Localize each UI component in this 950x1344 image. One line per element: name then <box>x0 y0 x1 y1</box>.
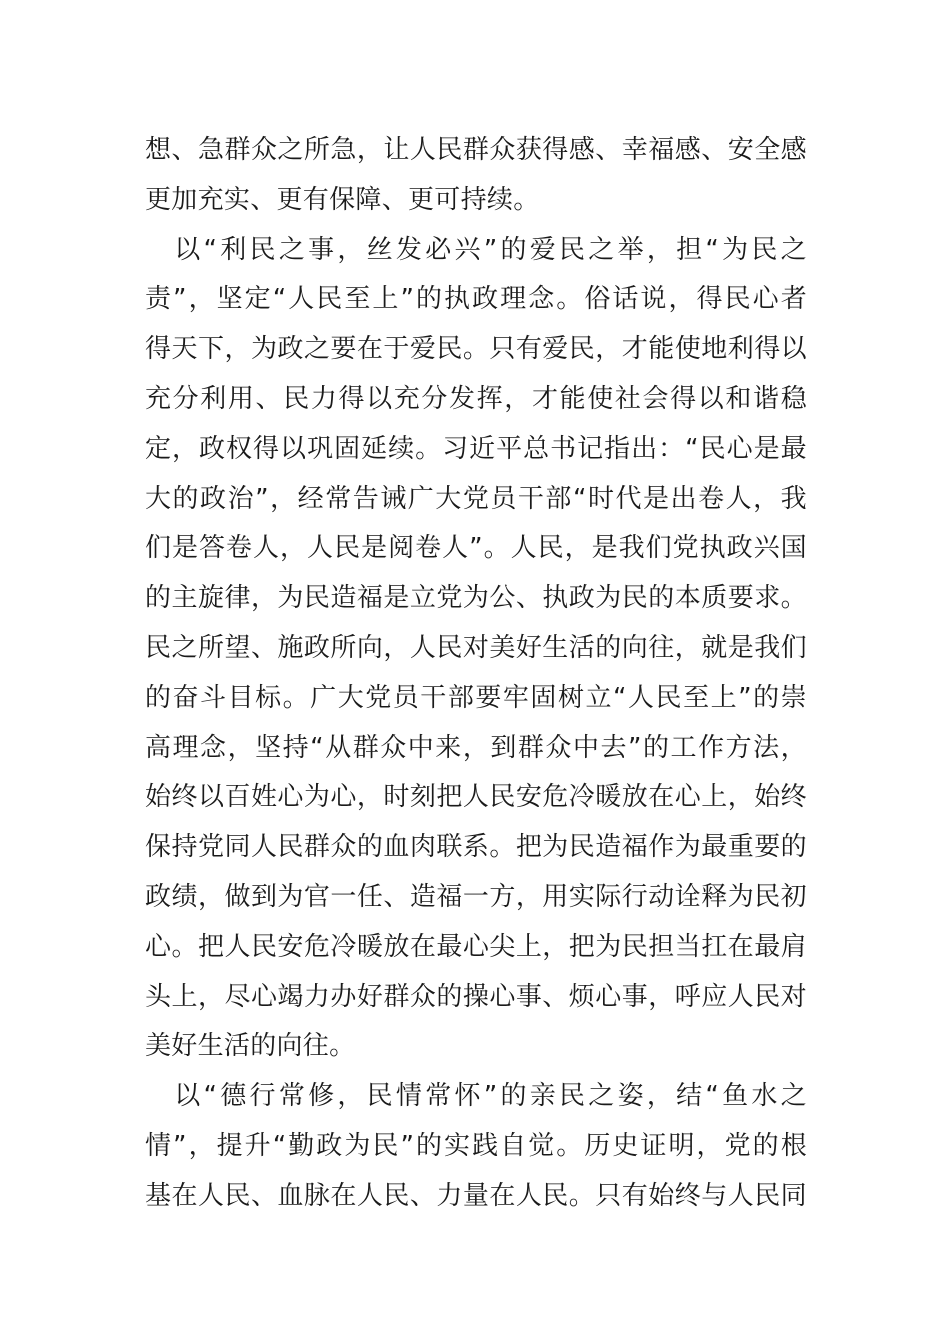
text-line: 民之所望、施政所向，人民对美好生活的向往，就是我们 <box>145 632 807 663</box>
text-line: 以“利民之事，丝发必兴”的爱民之举，担“为民之 <box>145 234 807 265</box>
text-line: 始终以百姓心为心，时刻把人民安危冷暖放在心上，始终 <box>145 782 807 813</box>
text-line: 头上，尽心竭力办好群众的操心事、烦心事，呼应人民对 <box>145 981 807 1012</box>
text-line: 政绩，做到为官一任、造福一方，用实际行动诠释为民初 <box>145 881 807 912</box>
text-line: 定，政权得以巩固延续。习近平总书记指出：“民心是最 <box>145 433 807 464</box>
text-line: 更加充实、更有保障、更可持续。 <box>145 184 540 215</box>
paragraph-3 <box>145 1072 807 1221</box>
text-line: 美好生活的向往。 <box>145 1031 356 1062</box>
text-line: 基在人民、血脉在人民、力量在人民。只有始终与人民同 <box>145 1180 807 1211</box>
text-line: 的主旋律，为民造福是立党为公、执政为民的本质要求。 <box>145 583 807 614</box>
document-body <box>145 126 807 1222</box>
text-line: 大的政治”，经常告诫广大党员干部“时代是出卷人，我 <box>145 483 807 514</box>
text-line: 情”，提升“勤政为民”的实践自觉。历史证明，党的根 <box>145 1130 807 1161</box>
text-line: 充分利用、民力得以充分发挥，才能使社会得以和谐稳 <box>145 383 807 414</box>
text-line: 的奋斗目标。广大党员干部要牢固树立“人民至上”的崇 <box>145 682 807 713</box>
text-line: 想、急群众之所急，让人民群众获得感、幸福感、安全感 <box>145 135 807 165</box>
text-line: 保持党同人民群众的血肉联系。把为民造福作为最重要的 <box>145 832 807 863</box>
text-line: 得天下，为政之要在于爱民。只有爱民，才能使地利得以 <box>145 334 807 365</box>
text-line: 高理念，坚持“从群众中来，到群众中去”的工作方法， <box>145 732 807 763</box>
text-line: 责”，坚定“人民至上”的执政理念。俗话说，得民心者 <box>145 284 807 315</box>
paragraph-2 <box>145 226 807 1073</box>
text-line: 心。把人民安危冷暖放在最心尖上，把为民担当扛在最肩 <box>145 931 807 962</box>
paragraph-1 <box>145 126 807 226</box>
text-line: 们是答卷人，人民是阅卷人”。人民，是我们党执政兴国 <box>145 533 807 564</box>
text-line: 以“德行常修，民情常怀”的亲民之姿，结“鱼水之 <box>145 1081 807 1112</box>
